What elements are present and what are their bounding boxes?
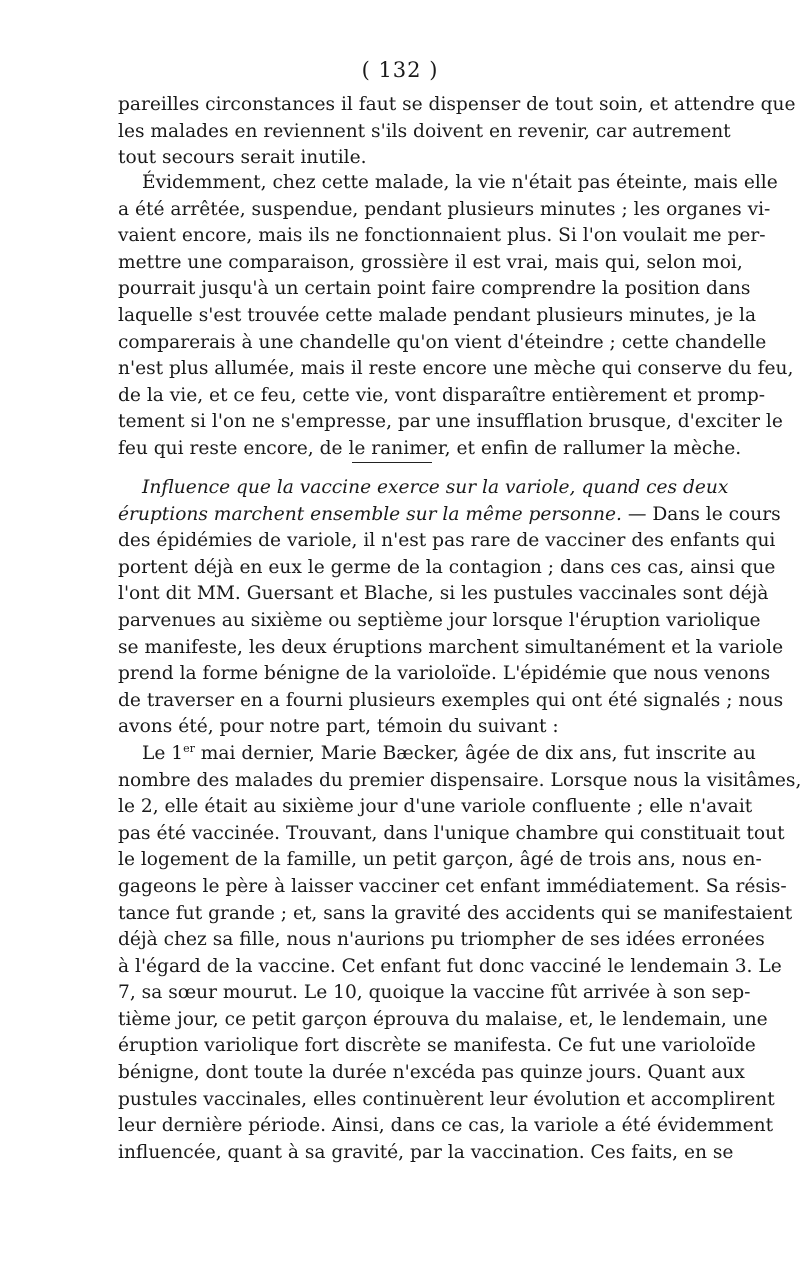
- case-prefix: Le 1: [142, 742, 184, 764]
- text-line: de la vie, et ce feu, cette vie, vont disparaître entièrement et promp-: [118, 384, 766, 406]
- section-title-rest: — Dans le cours: [627, 503, 781, 525]
- section-title-italic: éruptions marchent ensemble sur la même personne.: [118, 503, 622, 525]
- text-line: Évidemment, chez cette malade, la vie n'était pas éteinte, mais elle: [142, 172, 778, 193]
- text-line: vaient encore, mais ils ne fonctionnaient plus. Si l'on voulait me per-: [118, 225, 766, 247]
- text-line: mettre une comparaison, grossière il est vrai, mais qui, selon moi,: [118, 251, 743, 273]
- text-line: à l'égard de la vaccine. Cet enfant fut donc vacciné le lendemain 3. Le: [118, 955, 782, 977]
- section-influence: [118, 475, 801, 1166]
- text-line: de traverser en a fourni plusieurs exemples qui ont été signalés ; nous: [118, 689, 784, 711]
- page-number: ( 132 ): [361, 58, 439, 82]
- text-line: tance fut grande ; et, sans la gravité des accidents qui se manifestaient: [118, 902, 793, 924]
- text-line: le 2, elle était au sixième jour d'une variole confluente ; elle n'avait: [118, 796, 753, 818]
- text-line: avons été, pour notre part, témoin du suivant :: [118, 716, 559, 738]
- text-line: le logement de la famille, un petit garçon, âgé de trois ans, nous en-: [118, 849, 762, 871]
- case-first-rest: mai dernier, Marie Bæcker, âgée de dix ans, fut inscrite au: [194, 742, 756, 764]
- text-line: 7, sa sœur mourut. Le 10, quoique la vaccine fût arrivée à son sep-: [118, 982, 751, 1004]
- text-line: portent déjà en eux le germe de la contagion ; dans ces cas, ainsi que: [118, 556, 776, 578]
- text-line: nombre des malades du premier dispensaire. Lorsque nous la visitâmes,: [118, 769, 801, 791]
- text-line: prend la forme bénigne de la varioloïde. L'épidémie que nous venons: [118, 663, 771, 685]
- text-line: tième jour, ce petit garçon éprouva du malaise, et, le lendemain, une: [118, 1008, 768, 1030]
- text-line: pareilles circonstances il faut se dispenser de tout soin, et attendre que: [118, 94, 796, 115]
- text-line: pustules vaccinales, elles continuèrent leur évolution et accomplirent: [118, 1088, 775, 1110]
- text-line: des épidémies de variole, il n'est pas rare de vacciner des enfants qui: [118, 530, 776, 552]
- text-line: déjà chez sa fille, nous n'aurions pu triompher de ses idées erronées: [118, 929, 765, 951]
- text-line: influencée, quant à sa gravité, par la vaccination. Ces faits, en se: [118, 1141, 734, 1163]
- text-line: feu qui reste encore, de le ranimer, et enfin de rallumer la mèche.: [118, 437, 742, 459]
- text-line: n'est plus allumée, mais il reste encore une mèche qui conserve du feu,: [118, 358, 794, 380]
- text-line: pas été vaccinée. Trouvant, dans l'unique chambre qui constituait tout: [118, 822, 785, 844]
- text-line: l'ont dit MM. Guersant et Blache, si les pustules vaccinales sont déjà: [118, 583, 769, 605]
- case-superscript: er: [183, 741, 195, 755]
- text-line: [118, 741, 756, 768]
- text-line: gageons le père à laisser vacciner cet enfant immédiatement. Sa résis-: [118, 875, 787, 897]
- text-line: éruption variolique fort discrète se manifesta. Ce fut une varioloïde: [118, 1035, 756, 1057]
- text-line: tement si l'on ne s'empresse, par une insufflation brusque, d'exciter le: [118, 411, 783, 433]
- section-title-line: Influence que la vaccine exerce sur la variole, quand ces deux: [142, 477, 729, 498]
- text-line: leur dernière période. Ainsi, dans ce cas, la variole a été évidemment: [118, 1115, 774, 1137]
- section-title-line: [118, 502, 781, 529]
- section-separator: [352, 462, 432, 463]
- text-line: pourrait jusqu'à un certain point faire comprendre la position dans: [118, 278, 751, 300]
- text-line: laquelle s'est trouvée cette malade pendant plusieurs minutes, je la: [118, 304, 757, 326]
- text-line: se manifeste, les deux éruptions marchent simultanément et la variole: [118, 636, 784, 658]
- text-line: parvenues au sixième ou septième jour lorsque l'éruption variolique: [118, 609, 761, 631]
- text-line: bénigne, dont toute la durée n'excéda pas quinze jours. Quant aux: [118, 1062, 745, 1084]
- text-line: comparerais à une chandelle qu'on vient d'éteindre ; cette chandelle: [118, 331, 767, 353]
- text-line: les malades en reviennent s'ils doivent en revenir, car autrement: [118, 120, 731, 142]
- text-line: tout secours serait inutile.: [118, 147, 367, 169]
- paragraph-evidemment: [118, 170, 794, 463]
- paragraph-continuation: [118, 92, 796, 172]
- text-line: a été arrêtée, suspendue, pendant plusieurs minutes ; les organes vi-: [118, 198, 771, 220]
